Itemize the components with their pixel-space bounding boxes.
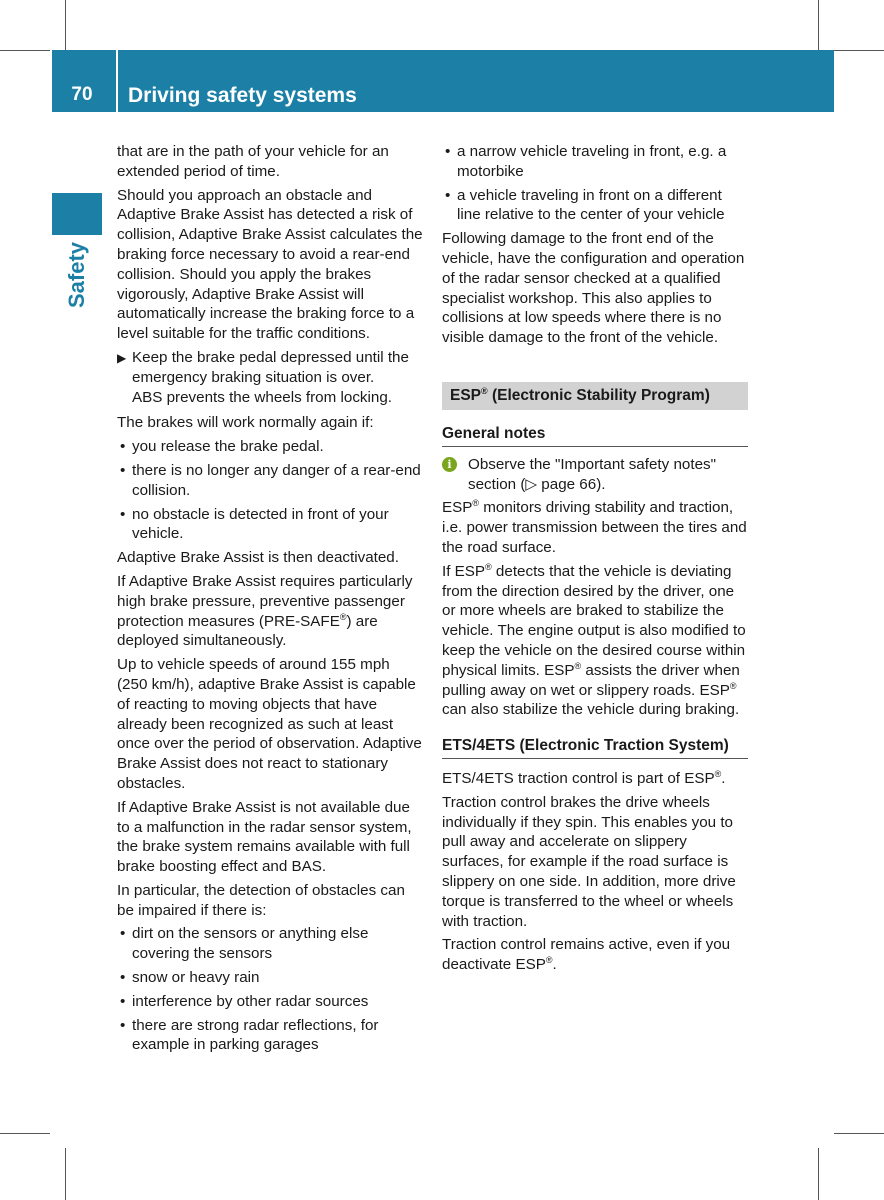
list-item: • snow or heavy rain bbox=[117, 968, 424, 988]
crop-mark-top-right-h bbox=[834, 50, 884, 51]
side-tab-label: Safety bbox=[64, 241, 90, 309]
general-notes-heading: General notes bbox=[442, 424, 748, 447]
header-divider bbox=[116, 50, 118, 112]
ets-heading: ETS/4ETS (Electronic Traction System) bbox=[442, 736, 748, 759]
list-item: • there are strong radar reflections, for example in parking garages bbox=[117, 1016, 424, 1056]
text-run: If ESP bbox=[442, 562, 486, 580]
paragraph: Up to vehicle speeds of around 155 mph (250 km/h), adaptive Brake Assist is capable of reacting to moving objects that have already been recognized as such at least once over the period of observation. Adaptive Brake Assist does not react to stationary obstacles. bbox=[117, 656, 422, 792]
crop-mark-bottom-right-h bbox=[834, 1133, 884, 1134]
crop-mark-top-left-h bbox=[0, 50, 50, 51]
paragraph bbox=[442, 498, 748, 557]
text-run: . bbox=[721, 769, 726, 787]
info-text: Observe the "Important safety notes" section (▷ page 66). bbox=[468, 455, 716, 493]
text-run: ESP bbox=[442, 499, 473, 517]
info-icon: i bbox=[442, 457, 457, 472]
list-item: • a vehicle traveling in front on a different line relative to the center of your vehicle bbox=[442, 186, 748, 226]
registered-mark: ® bbox=[339, 611, 347, 622]
paragraph: The brakes will work normally again if: bbox=[117, 414, 374, 432]
heading-text: ESP bbox=[450, 386, 482, 404]
crop-mark-bottom-right-v bbox=[818, 1148, 819, 1200]
page-number: 70 bbox=[71, 84, 93, 105]
paragraph bbox=[442, 769, 748, 789]
paragraph: In particular, the detection of obstacles can be impaired if there is: bbox=[117, 881, 405, 919]
list-item: • dirt on the sensors or anything else covering the sensors bbox=[117, 924, 424, 964]
text-run: assists the driver when pulling away on wet or slippery roads. ESP bbox=[442, 661, 740, 699]
info-note bbox=[442, 455, 748, 495]
instruction-note: ABS prevents the wheels from locking. bbox=[132, 388, 392, 406]
paragraph bbox=[442, 562, 748, 720]
registered-mark: ® bbox=[714, 768, 722, 779]
paragraph: Adaptive Brake Assist is then deactivated. bbox=[117, 549, 399, 567]
text-run: monitors driving stability and traction, i.e. power transmission between the tires and the road surface. bbox=[442, 499, 747, 556]
left-column bbox=[117, 142, 424, 1059]
text-run: can also stabilize the vehicle during braking. bbox=[442, 701, 740, 719]
side-tab-marker bbox=[52, 193, 102, 235]
list-item: • a narrow vehicle traveling in front, e.g. a motorbike bbox=[442, 142, 748, 182]
side-tab bbox=[52, 235, 102, 315]
registered-mark: ® bbox=[481, 385, 488, 396]
text-run: Traction control remains active, even if you deactivate ESP bbox=[442, 936, 731, 974]
paragraph: Should you approach an obstacle and Adaptive Brake Assist has detected a risk of collision, Adaptive Brake Assist calculates the braking force necessary to avoid a rear-end collision. Should you apply the brakes vigorously, Adaptive Brake Assist will automatically increase the braking force to a level suitable for the traffic conditions. bbox=[117, 186, 423, 343]
crop-mark-bottom-left-h bbox=[0, 1133, 50, 1134]
instruction-text: Keep the brake pedal depressed until the emergency braking situation is over. bbox=[132, 348, 409, 386]
list-item: • there is no longer any danger of a rear-end collision. bbox=[117, 461, 424, 501]
right-column bbox=[442, 142, 748, 979]
paragraph bbox=[117, 572, 424, 651]
arrow-icon: ▶ bbox=[117, 350, 127, 365]
paragraph: Following damage to the front end of the vehicle, have the configuration and operation of the radar sensor checked at a qualified specialist workshop. This also applies to collisions at low speeds where there is no visible damage to the front of the vehicle. bbox=[442, 230, 745, 347]
esp-heading bbox=[442, 382, 748, 410]
registered-mark: ® bbox=[729, 680, 737, 691]
paragraph: that are in the path of your vehicle for an extended period of time. bbox=[117, 143, 389, 180]
heading-text: (Electronic Stability Program) bbox=[487, 386, 710, 404]
list-item: • no obstacle is detected in front of your vehicle. bbox=[117, 505, 424, 545]
registered-mark: ® bbox=[472, 498, 480, 509]
instruction-step bbox=[117, 348, 424, 407]
section-title: Driving safety systems bbox=[128, 84, 357, 107]
registered-mark: ® bbox=[574, 660, 582, 671]
text-run: . bbox=[552, 956, 557, 974]
text-run: ) are deployed simultaneously. bbox=[117, 612, 378, 650]
list-item: • you release the brake pedal. bbox=[117, 437, 424, 457]
registered-mark: ® bbox=[545, 955, 553, 966]
text-run: ETS/4ETS traction control is part of ESP bbox=[442, 769, 715, 787]
list-item: • interference by other radar sources bbox=[117, 992, 424, 1012]
crop-mark-top-right-v bbox=[818, 0, 819, 50]
paragraph: Traction control brakes the drive wheels individually if they spin. This enables you to pull away and accelerate on slippery surfaces, for example if the road surface is slippery on one side. In addition, more drive torque is transferred to the wheel or wheels with traction. bbox=[442, 793, 736, 930]
text-run: If Adaptive Brake Assist requires particularly high brake pressure, preventive passenger protection measures (PRE-SAFE bbox=[117, 572, 413, 630]
crop-mark-bottom-left-v bbox=[65, 1148, 66, 1200]
crop-mark-top-left-v bbox=[65, 0, 66, 50]
paragraph bbox=[442, 935, 748, 975]
paragraph: If Adaptive Brake Assist is not available due to a malfunction in the radar sensor system, the brake system remains available with full brake boosting effect and BAS. bbox=[117, 798, 412, 876]
text-run: detects that the vehicle is deviating from the direction desired by the driver, one or more wheels are braked to stabilize the vehicle. The engine output is also modified to keep the vehicle on the desired course within physical limits. ESP bbox=[442, 562, 746, 679]
registered-mark: ® bbox=[485, 561, 492, 572]
